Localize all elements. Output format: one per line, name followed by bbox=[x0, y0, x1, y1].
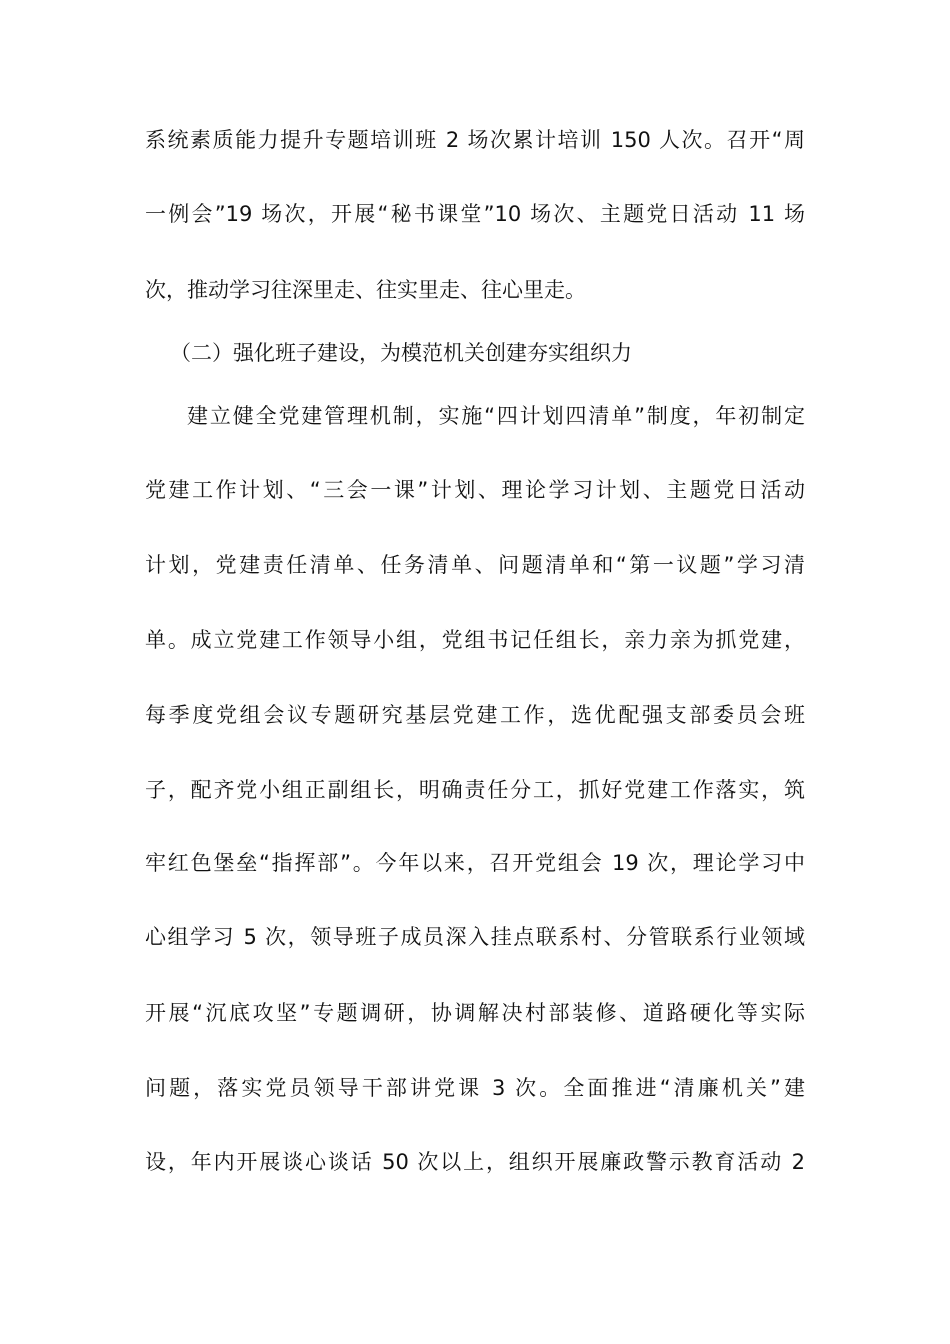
paragraph-line: 设，年内开展谈心谈话 50 次以上，组织开展廉政警示教育活动 2 bbox=[145, 1150, 805, 1174]
paragraph-line: 一例会”19 场次，开展“秘书课堂”10 场次、主题党日活动 11 场 bbox=[145, 202, 805, 226]
paragraph-line: 每季度党组会议专题研究基层党建工作，选优配强支部委员会班 bbox=[145, 703, 805, 727]
paragraph-line: 系统素质能力提升专题培训班 2 场次累计培训 150 人次。召开“周 bbox=[145, 128, 805, 152]
paragraph-line: 牢红色堡垒“指挥部”。今年以来，召开党组会 19 次，理论学习中 bbox=[145, 851, 805, 875]
paragraph-line: 计划，党建责任清单、任务清单、问题清单和“第一议题”学习清 bbox=[145, 553, 805, 577]
paragraph-line: 心组学习 5 次，领导班子成员深入挂点联系村、分管联系行业领域 bbox=[145, 925, 805, 949]
paragraph-line: 问题，落实党员领导干部讲党课 3 次。全面推进“清廉机关”建 bbox=[145, 1076, 805, 1100]
section-heading: （二）强化班子建设，为模范机关创建夯实组织力 bbox=[170, 341, 632, 365]
paragraph-line: 子，配齐党小组正副组长，明确责任分工，抓好党建工作落实，筑 bbox=[145, 778, 805, 802]
paragraph-line: 单。成立党建工作领导小组，党组书记任组长，亲力亲为抓党建， bbox=[145, 628, 805, 652]
paragraph-line: 次，推动学习往深里走、往实里走、往心里走。 bbox=[145, 278, 586, 302]
paragraph-line: 建立健全党建管理机制，实施“四计划四清单”制度，年初制定 bbox=[187, 404, 805, 428]
paragraph-line: 开展“沉底攻坚”专题调研，协调解决村部装修、道路硬化等实际 bbox=[145, 1001, 805, 1025]
paragraph-line: 党建工作计划、“三会一课”计划、理论学习计划、主题党日活动 bbox=[145, 478, 805, 502]
